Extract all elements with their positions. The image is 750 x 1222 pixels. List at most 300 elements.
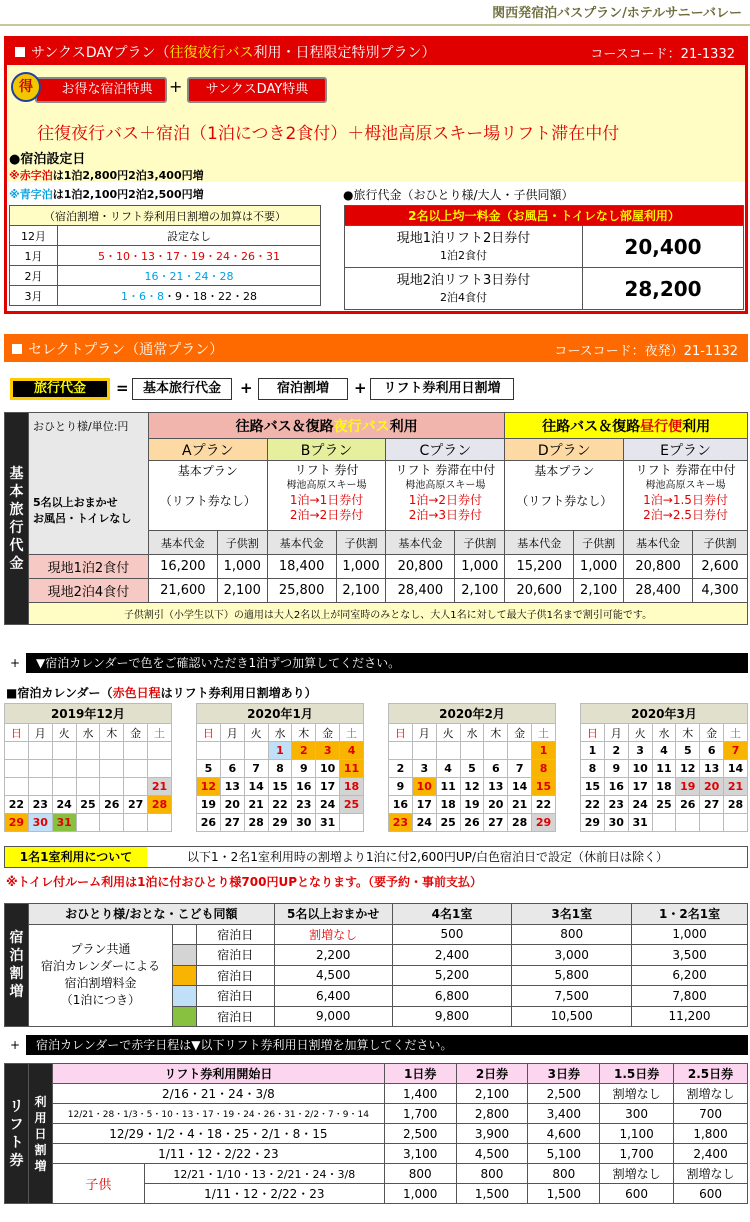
calendar-day: 29 <box>532 814 556 832</box>
thanks-main-text: 往復夜行バス＋宿泊（1泊につき2食付）＋栂池高原スキー場リフト滞在中付 <box>37 124 620 144</box>
calendar-day: 9 <box>389 778 413 796</box>
price-cell: 20,800 <box>386 555 455 579</box>
lift-cell: 割増なし <box>600 1084 674 1104</box>
plan-a-name: Aプラン <box>148 439 267 461</box>
month-calendar <box>580 703 748 832</box>
calendar-day: 21 <box>508 796 532 814</box>
calendar-day: 13 <box>220 778 244 796</box>
benefit-badge-stay: お得な宿泊特典 <box>35 77 167 103</box>
calendar-day: 12 <box>197 778 221 796</box>
header-divider <box>0 24 750 26</box>
month-title: 2020年3月 <box>581 704 748 724</box>
month-cell: 1月 <box>10 246 58 266</box>
month-title: 2019年12月 <box>5 704 172 724</box>
calendar-day: 29 <box>5 814 29 832</box>
thanks-course-code: コースコード：21-1332 <box>590 47 735 62</box>
price-cell: 15,200 <box>505 555 574 579</box>
lift-head: 1.5日券 <box>600 1064 674 1084</box>
weekday-label: 土 <box>148 724 172 742</box>
lift-side-label-2: 利用日割増 <box>28 1064 52 1204</box>
calendar-day: 12 <box>460 778 484 796</box>
sur-cell: 9,800 <box>392 1006 512 1027</box>
calendar-day: 7 <box>724 742 748 760</box>
calendar-day: 23 <box>28 796 52 814</box>
lift-cell: 4,600 <box>528 1124 600 1144</box>
calendar-day: 2 <box>292 742 316 760</box>
price-cell: 1,000 <box>336 555 386 579</box>
lift-cell: 割増なし <box>674 1164 748 1184</box>
calendar-day: 27 <box>700 796 724 814</box>
price-cell: 2,100 <box>336 579 386 603</box>
calendar-day: 25 <box>436 814 460 832</box>
calendar-day: 6 <box>484 760 508 778</box>
weekday-label: 火 <box>628 724 652 742</box>
calendar-day: 5 <box>460 760 484 778</box>
lift-side-label: リフト券 <box>5 1064 29 1204</box>
formula-plus: + <box>354 379 367 397</box>
calendar-day: 23 <box>292 796 316 814</box>
calendar-day: 18 <box>340 778 364 796</box>
month-cell: 12月 <box>10 226 58 246</box>
lift-cell: 1,700 <box>600 1144 674 1164</box>
thanks-fare-table <box>344 205 744 310</box>
day-label: 宿泊日 <box>196 1006 274 1027</box>
col-basic: 基本代金 <box>148 531 217 555</box>
calendar-day: 22 <box>532 796 556 814</box>
plan-d-name: Dプラン <box>505 439 624 461</box>
calendar-day: 29 <box>268 814 292 832</box>
calendar-day: 19 <box>460 796 484 814</box>
col-basic: 基本代金 <box>267 531 336 555</box>
calendar-day: 17 <box>412 796 436 814</box>
day-label: 宿泊日 <box>196 965 274 986</box>
weekday-label: 木 <box>676 724 700 742</box>
calendar-day: 16 <box>604 778 628 796</box>
day-label: 宿泊日 <box>196 945 274 966</box>
price-cell: 18,400 <box>267 555 336 579</box>
calendar-day: 4 <box>652 742 676 760</box>
lift-cell: 800 <box>384 1164 456 1184</box>
calendar-day <box>340 814 364 832</box>
calendar-day: 28 <box>148 796 172 814</box>
red-stay-note: ※赤字泊は1泊2,800円2泊3,400円増 <box>9 169 204 182</box>
stay-dates-title: ●宿泊設定日 <box>9 152 86 167</box>
lift-head: 2.5日券 <box>674 1064 748 1084</box>
calendar-day <box>244 742 268 760</box>
calendar-day: 6 <box>700 742 724 760</box>
col-child: 子供割 <box>455 531 505 555</box>
weekday-label: 月 <box>28 724 52 742</box>
lift-cell: 5,100 <box>528 1144 600 1164</box>
lift-surcharge-table <box>4 1063 748 1204</box>
color-swatch <box>172 1006 196 1027</box>
calendar-day: 1 <box>532 742 556 760</box>
weekday-label: 水 <box>76 724 100 742</box>
weekday-label: 日 <box>5 724 29 742</box>
calendar-day: 15 <box>581 778 605 796</box>
calendar-day: 18 <box>652 778 676 796</box>
sur-cell: 1,000 <box>632 924 748 945</box>
calendar-day: 24 <box>316 796 340 814</box>
calendar-day: 10 <box>316 760 340 778</box>
lift-date: 1/11・12・2/22・23 <box>52 1144 384 1164</box>
thanks-title: サンクスDAYプラン（往復夜行バス利用・日程限定特別プラン） <box>7 42 435 62</box>
calendar-day: 31 <box>628 814 652 832</box>
weekday-label: 火 <box>244 724 268 742</box>
sur-cell: 割増なし <box>274 924 392 945</box>
calendar-day: 11 <box>340 760 364 778</box>
calendar-day <box>700 814 724 832</box>
calendar-day: 28 <box>244 814 268 832</box>
calendar-day: 16 <box>389 796 413 814</box>
calendar-day: 24 <box>628 796 652 814</box>
single-room-bar <box>4 846 748 868</box>
lift-date: 12/21・1/10・13・2/21・24・3/8 <box>144 1164 384 1184</box>
lift-cell: 割増なし <box>600 1164 674 1184</box>
price-cell: 4,300 <box>693 579 748 603</box>
formula-lift-surcharge: リフト券利用日割増 <box>370 378 514 400</box>
price-cell: 16,200 <box>148 555 217 579</box>
col-child: 子供割 <box>574 531 624 555</box>
calendar-day <box>724 814 748 832</box>
calendar-day: 28 <box>508 814 532 832</box>
lift-cell: 2,500 <box>528 1084 600 1104</box>
calendar-day: 16 <box>292 778 316 796</box>
lift-date: 2/16・21・24・3/8 <box>52 1084 384 1104</box>
weekday-label: 月 <box>412 724 436 742</box>
calendar-day: 4 <box>340 742 364 760</box>
calendar-day: 12 <box>676 760 700 778</box>
col-child: 子供割 <box>693 531 748 555</box>
site-title: 関西発宿泊バスプラン/ホテルサニーバレー <box>492 6 742 21</box>
calendar-day: 22 <box>581 796 605 814</box>
color-swatch <box>172 924 196 945</box>
calendar-day: 20 <box>484 796 508 814</box>
calendar-day: 30 <box>604 814 628 832</box>
lift-cell: 600 <box>600 1184 674 1204</box>
night-bus-group-header: 往路バス＆復路夜行バス利用 <box>148 413 504 439</box>
weekday-label: 月 <box>220 724 244 742</box>
calendar-day <box>52 742 76 760</box>
lift-cell: 2,400 <box>674 1144 748 1164</box>
calendar-day: 30 <box>292 814 316 832</box>
calendar-day: 6 <box>220 760 244 778</box>
weekday-label: 木 <box>484 724 508 742</box>
calendar-day <box>148 760 172 778</box>
weekday-label: 金 <box>316 724 340 742</box>
price-cell: 2,600 <box>693 555 748 579</box>
calendar-day <box>28 778 52 796</box>
calendar-day: 13 <box>700 760 724 778</box>
col-child: 子供割 <box>217 531 267 555</box>
plan-d-desc: 基本プラン （リフト券なし） <box>505 461 624 531</box>
formula-equals: = <box>116 379 129 397</box>
lift-cell: 2,800 <box>456 1104 528 1124</box>
select-plan-header <box>4 334 748 362</box>
month-calendar <box>388 703 556 832</box>
select-course-code: コースコード：夜発）21-1132 <box>554 344 738 359</box>
lift-cell: 3,400 <box>528 1104 600 1124</box>
lift-date: 12/21・28・1/3・5・10・13・17・19・24・26・31・2/2・7・9・14 <box>52 1104 384 1124</box>
lift-cell: 1,400 <box>384 1084 456 1104</box>
plan-price-table <box>4 412 748 625</box>
square-icon <box>12 344 22 354</box>
formula-total: 旅行代金 <box>10 378 110 400</box>
calendar-day: 30 <box>28 814 52 832</box>
calendar-day: 23 <box>389 814 413 832</box>
month-calendar <box>4 703 172 832</box>
price-cell: 1,000 <box>217 555 267 579</box>
calendar-day: 9 <box>292 760 316 778</box>
plan-b-name: Bプラン <box>267 439 386 461</box>
color-swatch <box>172 986 196 1007</box>
benefit-badge-thanks-day: サンクスDAY特典 <box>187 77 327 103</box>
calendar-day: 28 <box>724 796 748 814</box>
lift-cell: 4,500 <box>456 1144 528 1164</box>
weekday-label: 木 <box>100 724 124 742</box>
col-child: 子供割 <box>336 531 386 555</box>
calendar-day: 2 <box>604 742 628 760</box>
calendar-day: 3 <box>628 742 652 760</box>
calendar-day <box>436 742 460 760</box>
calendar-day: 22 <box>5 796 29 814</box>
calendar-day: 19 <box>197 796 221 814</box>
fare-name: 現地1泊リフト2日券付 1泊2食付 <box>345 226 583 268</box>
calendar-day: 8 <box>532 760 556 778</box>
calendar-day <box>100 814 124 832</box>
day-label: 宿泊日 <box>196 924 274 945</box>
calendar-day: 2 <box>389 760 413 778</box>
weekday-label: 火 <box>436 724 460 742</box>
coin-icon: 得 <box>11 72 41 102</box>
calendar-day: 26 <box>100 796 124 814</box>
sur-head: 4名1室 <box>392 904 512 925</box>
calendar-day: 11 <box>436 778 460 796</box>
lift-head: 1日券 <box>384 1064 456 1084</box>
weekday-label: 水 <box>460 724 484 742</box>
price-cell: 2,100 <box>217 579 267 603</box>
calendar-day: 25 <box>76 796 100 814</box>
calendar-day: 11 <box>652 760 676 778</box>
thanks-day-plan-box <box>4 36 748 314</box>
calendar-day: 25 <box>340 796 364 814</box>
calendar-day: 1 <box>581 742 605 760</box>
lift-cell: 1,500 <box>456 1184 528 1204</box>
calendar-day: 31 <box>316 814 340 832</box>
calendar-day: 8 <box>581 760 605 778</box>
weekday-label: 金 <box>124 724 148 742</box>
calendar-day: 4 <box>436 760 460 778</box>
blue-stay-note: ※青字泊は1泊2,100円2泊2,500円増 <box>9 188 204 201</box>
weekday-label: 土 <box>340 724 364 742</box>
weekday-label: 土 <box>724 724 748 742</box>
calendar-day <box>652 814 676 832</box>
plan-notes: おひとり様/単位:円 5名以上おまかせ お風呂・トイレなし <box>28 413 148 555</box>
calendar-day <box>5 760 29 778</box>
calendar-day: 14 <box>244 778 268 796</box>
sur-cell: 500 <box>392 924 512 945</box>
sur-cell: 10,500 <box>512 1006 632 1027</box>
weekday-label: 土 <box>532 724 556 742</box>
calendar-day: 23 <box>604 796 628 814</box>
calendar-day: 1 <box>268 742 292 760</box>
sur-cell: 800 <box>512 924 632 945</box>
lift-cell: 700 <box>674 1104 748 1124</box>
dates-cell: 16・21・24・28 <box>58 266 321 286</box>
color-swatch <box>172 965 196 986</box>
price-cell: 20,600 <box>505 579 574 603</box>
formula-stay-surcharge: 宿泊割増 <box>258 378 348 400</box>
lift-cell: 1,500 <box>528 1184 600 1204</box>
calendar-day: 10 <box>412 778 436 796</box>
calendar-day: 9 <box>604 760 628 778</box>
calendar-day <box>484 742 508 760</box>
calendar-day <box>5 778 29 796</box>
calendar-day <box>100 760 124 778</box>
lift-head: 3日券 <box>528 1064 600 1084</box>
weekday-label: 月 <box>604 724 628 742</box>
lift-head: リフト券利用開始日 <box>52 1064 384 1084</box>
plan-e-desc: リフト 券滞在中付 栂池高原スキー場 1泊→1.5日券付 2泊→2.5日券付 <box>624 461 748 531</box>
plan-c-name: Cプラン <box>386 439 505 461</box>
calendar-day: 19 <box>676 778 700 796</box>
calendar-day: 10 <box>628 760 652 778</box>
calendar-day: 20 <box>220 796 244 814</box>
col-basic: 基本代金 <box>386 531 455 555</box>
calendar-day: 21 <box>724 778 748 796</box>
child-label: 子供 <box>52 1164 144 1204</box>
calendar-day <box>676 814 700 832</box>
sur-head: 1・2名1室 <box>632 904 748 925</box>
calendar-day: 3 <box>412 760 436 778</box>
calendar-day: 20 <box>700 778 724 796</box>
calendar-day: 15 <box>268 778 292 796</box>
month-cell: 2月 <box>10 266 58 286</box>
calendar-day: 14 <box>724 760 748 778</box>
calendar-day: 22 <box>268 796 292 814</box>
calendar-day <box>124 778 148 796</box>
price-cell: 2,100 <box>574 579 624 603</box>
fare-price: 20,400 <box>583 226 744 268</box>
calendar-day: 7 <box>508 760 532 778</box>
sur-cell: 7,800 <box>632 986 748 1007</box>
calendar-day <box>508 742 532 760</box>
color-swatch <box>172 945 196 966</box>
calendar-day: 15 <box>532 778 556 796</box>
lift-cell: 800 <box>456 1164 528 1184</box>
col-basic: 基本代金 <box>505 531 574 555</box>
square-icon <box>15 47 25 57</box>
calendar-day: 21 <box>244 796 268 814</box>
sur-head: 3名1室 <box>512 904 632 925</box>
calendar-day <box>28 742 52 760</box>
single-room-text: 以下1・2名1室利用時の割増より1泊に付2,600円UP/白色宿泊日で設定（休前日は除く） <box>187 850 668 864</box>
calendar-day: 27 <box>484 814 508 832</box>
calendar-day <box>124 814 148 832</box>
calendar-day: 3 <box>316 742 340 760</box>
plus-sign: + <box>4 1035 26 1055</box>
sur-cell: 3,500 <box>632 945 748 966</box>
calendar-title: ■宿泊カレンダー（赤色日程はリフト券利用日割増あり） <box>6 686 317 700</box>
lift-cell: 1,700 <box>384 1104 456 1124</box>
price-cell: 28,400 <box>386 579 455 603</box>
calendar-day: 17 <box>316 778 340 796</box>
lift-cell: 300 <box>600 1104 674 1124</box>
calendar-day: 5 <box>676 742 700 760</box>
calendar-day <box>100 778 124 796</box>
price-cell: 1,000 <box>455 555 505 579</box>
lift-date: 12/29・1/2・4・18・25・2/1・8・15 <box>52 1124 384 1144</box>
calendar-day <box>76 742 100 760</box>
day-bus-group-header: 往路バス＆復路昼行便利用 <box>505 413 748 439</box>
calendar-day: 5 <box>197 760 221 778</box>
price-cell: 20,800 <box>624 555 693 579</box>
price-cell: 21,600 <box>148 579 217 603</box>
fare-title: ●旅行代金（おひとり様/大人・子供同額） <box>343 188 574 202</box>
surcharge-description: プラン共通 宿泊カレンダーによる 宿泊割増料金 （1泊につき） <box>28 924 172 1027</box>
calendar-day: 27 <box>220 814 244 832</box>
price-cell: 25,800 <box>267 579 336 603</box>
lift-cell: 1,800 <box>674 1124 748 1144</box>
lift-cell: 1,000 <box>384 1184 456 1204</box>
calendar-day <box>28 760 52 778</box>
sur-cell: 11,200 <box>632 1006 748 1027</box>
single-room-label: 1名1室利用について <box>5 847 147 867</box>
calendar-day: 13 <box>484 778 508 796</box>
calendar-day <box>76 814 100 832</box>
lift-cell: 2,100 <box>456 1084 528 1104</box>
lift-cell: 1,100 <box>600 1124 674 1144</box>
sur-cell: 6,800 <box>392 986 512 1007</box>
month-cell: 3月 <box>10 286 58 306</box>
calendar-day <box>76 778 100 796</box>
row-label: 現地1泊2食付 <box>28 555 148 579</box>
calendar-day: 26 <box>676 796 700 814</box>
select-title: セレクトプラン（通常プラン） <box>4 339 223 359</box>
lift-date: 1/11・12・2/22・23 <box>144 1184 384 1204</box>
lift-cell: 2,500 <box>384 1124 456 1144</box>
formula-basic: 基本旅行代金 <box>132 378 232 400</box>
calendar-day: 24 <box>412 814 436 832</box>
calendar-day <box>412 742 436 760</box>
fare-header: 2名以上均一料金（お風呂・トイレなし部屋利用） <box>345 206 744 226</box>
month-calendar <box>196 703 364 832</box>
calendar-day <box>100 742 124 760</box>
price-cell: 28,400 <box>624 579 693 603</box>
weekday-label: 水 <box>652 724 676 742</box>
calendar-day: 17 <box>628 778 652 796</box>
calendar-day: 29 <box>581 814 605 832</box>
sur-cell: 7,500 <box>512 986 632 1007</box>
lift-instruction-band: + 宿泊カレンダーで赤字日程は▼以下リフト券利用日割増を加算してください。 <box>4 1035 748 1055</box>
dates-cell: 1・6・8・9・18・22・28 <box>58 286 321 306</box>
fare-name: 現地2泊リフト3日券付 2泊4食付 <box>345 268 583 310</box>
calendar-day: 21 <box>148 778 172 796</box>
formula-plus: + <box>240 379 253 397</box>
calendar-day: 18 <box>436 796 460 814</box>
sur-cell: 4,500 <box>274 965 392 986</box>
plus-sign: + <box>169 77 183 96</box>
calendar-day <box>220 742 244 760</box>
calendar-day: 26 <box>197 814 221 832</box>
calendar-day: 8 <box>268 760 292 778</box>
price-cell: 1,000 <box>574 555 624 579</box>
lift-cell: 600 <box>674 1184 748 1204</box>
month-title: 2020年2月 <box>389 704 556 724</box>
month-title: 2020年1月 <box>197 704 364 724</box>
stay-surcharge-side-label: 宿泊割増 <box>5 904 29 1027</box>
lift-head: 2日券 <box>456 1064 528 1084</box>
